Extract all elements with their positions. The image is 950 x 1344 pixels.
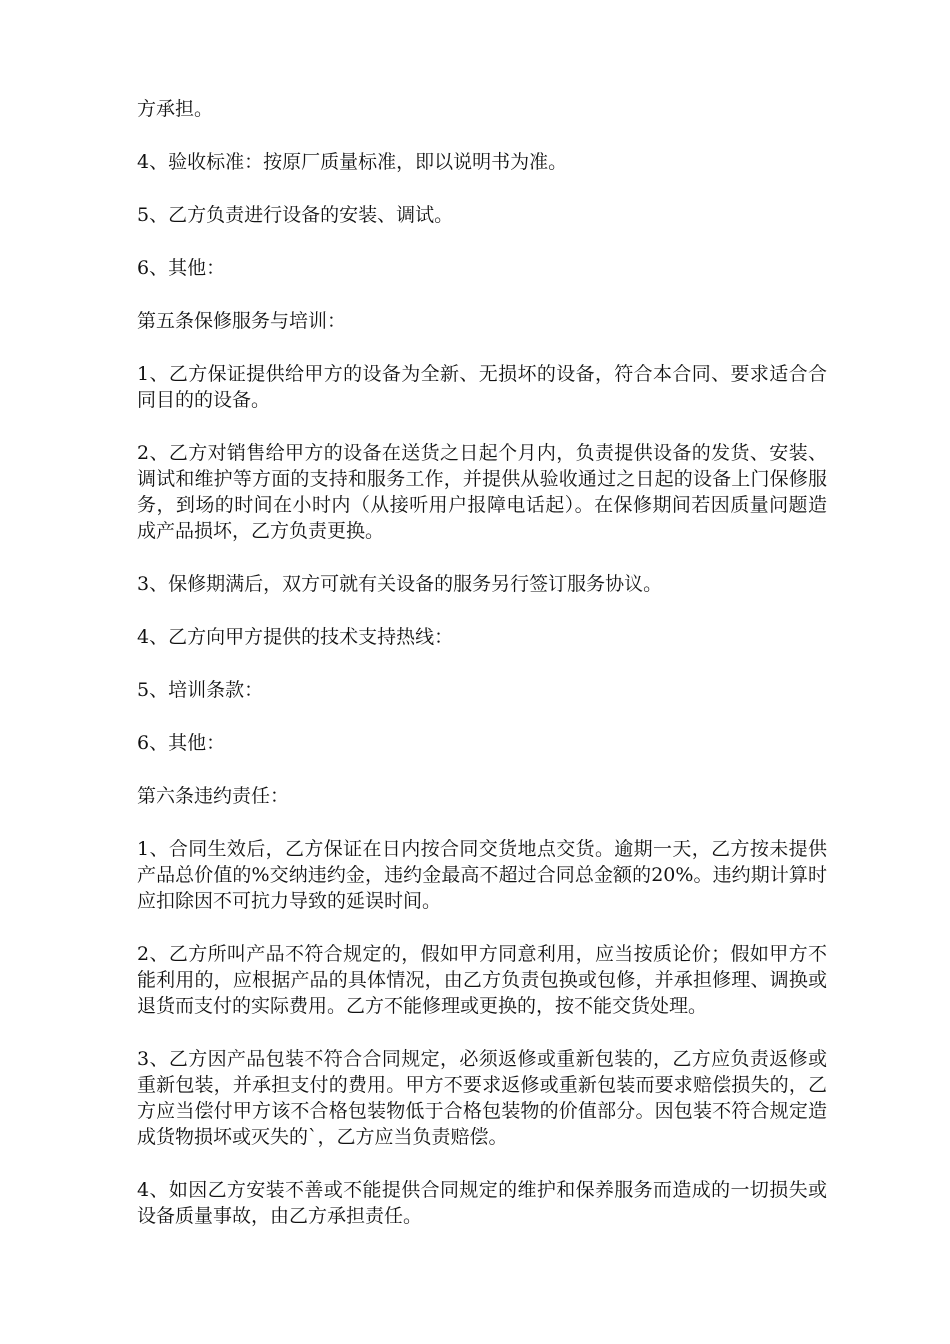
paragraph-continuation: 方承担。	[137, 98, 214, 120]
section-heading-article-6: 第六条违约责任：	[137, 785, 290, 807]
paragraph-installation: 5、乙方负责进行设备的安装、调试。	[137, 204, 454, 226]
document-page	[137, 96, 827, 1256]
paragraph-warranty-1: 1、乙方保证提供给甲方的设备为全新、无损坏的设备，符合本合同、要求适合合同目的的设备。	[137, 363, 827, 411]
paragraph-other-2: 6、其他：	[137, 732, 226, 754]
paragraph-liability-2: 2、乙方所叫产品不符合规定的，假如甲方同意利用，应当按质论价；假如甲方不能利用的，应根据产品的具体情况，由乙方负责包换或包修，并承担修理、调换或退货而支付的实际费用。乙方不能修理或更换的，按不能交货处理。	[137, 943, 827, 1017]
paragraph-other-1: 6、其他：	[137, 257, 226, 279]
paragraph-acceptance-standard: 4、验收标准：按原厂质量标准，即以说明书为准。	[137, 151, 568, 173]
paragraph-liability-3: 3、乙方因产品包装不符合合同规定，必须返修或重新包装的，乙方应负责返修或重新包装，并承担支付的费用。甲方不要求返修或重新包装而要求赔偿损失的，乙方应当偿付甲方该不合格包装物低于合格包装物的价值部分。因包装不符合规定造成货物损坏或灭失的`，乙方应当负责赔偿。	[137, 1048, 827, 1148]
paragraph-liability-4: 4、如因乙方安装不善或不能提供合同规定的维护和保养服务而造成的一切损失或设备质量事故，由乙方承担责任。	[137, 1179, 827, 1227]
paragraph-training: 5、培训条款：	[137, 679, 264, 701]
paragraph-liability-1: 1、合同生效后，乙方保证在日内按合同交货地点交货。逾期一天，乙方按未提供产品总价值的%交纳违约金，违约金最高不超过合同总金额的20%。违约期计算时应扣除因不可抗力导致的延误时间。	[137, 838, 827, 912]
paragraph-warranty-3: 3、保修期满后，双方可就有关设备的服务另行签订服务协议。	[137, 573, 663, 595]
paragraph-warranty-2: 2、乙方对销售给甲方的设备在送货之日起个月内，负责提供设备的发货、安装、调试和维护等方面的支持和服务工作，并提供从验收通过之日起的设备上门保修服务，到场的时间在小时内（从接听用户报障电话起）。在保修期间若因质量问题造成产品损坏，乙方负责更换。	[137, 442, 827, 542]
paragraph-warranty-4: 4、乙方向甲方提供的技术支持热线：	[137, 626, 454, 648]
section-heading-article-5: 第五条保修服务与培训：	[137, 310, 347, 332]
